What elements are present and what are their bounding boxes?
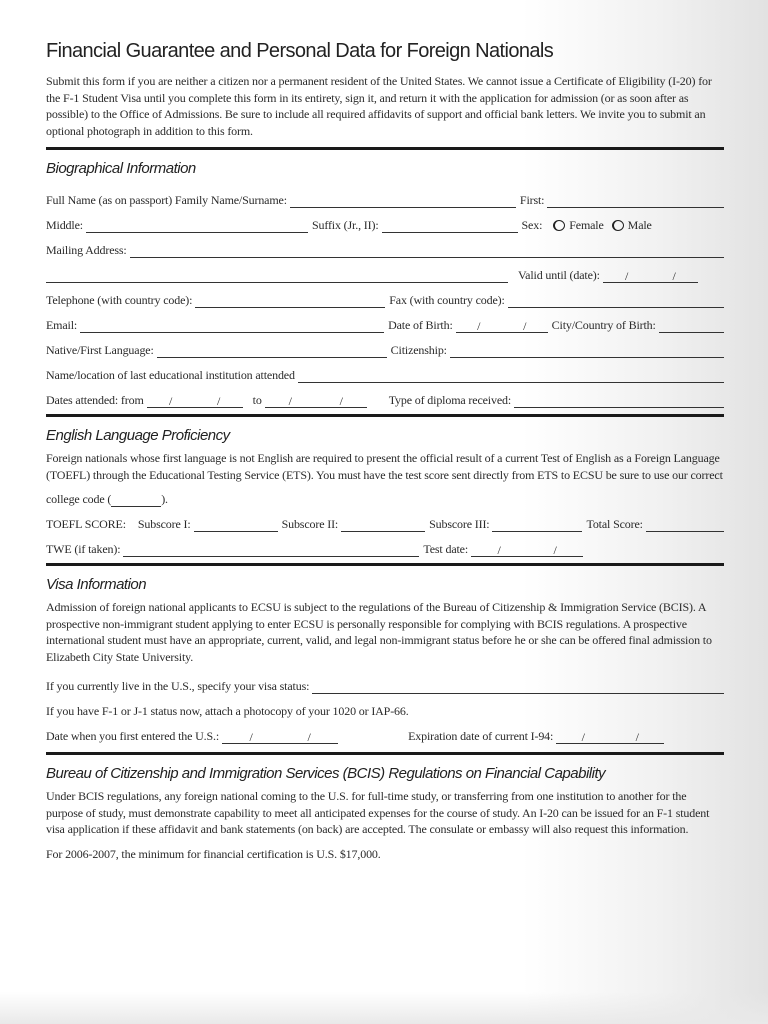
institution-label: Name/location of last educational institution attended <box>46 368 295 382</box>
date-separator: / <box>217 394 221 408</box>
middle-name-label: Middle: <box>46 218 83 232</box>
minimum-certification: For 2006-2007, the minimum for financial certification is U.S. $17,000. <box>46 846 381 861</box>
subscore2-label: Subscore II: <box>281 517 339 531</box>
twe-field[interactable] <box>123 542 419 557</box>
entry-date-row <box>46 719 724 744</box>
dates-from-label: Dates attended: from <box>46 393 144 407</box>
college-code-field[interactable] <box>111 492 161 507</box>
valid-until-field[interactable] <box>603 268 698 283</box>
female-radio-circle <box>553 220 565 231</box>
i94-expiration-field[interactable] <box>556 729 664 744</box>
family-name-field[interactable] <box>290 193 516 208</box>
dates-from-field[interactable] <box>147 393 243 408</box>
bcis-paragraph: Under BCIS regulations, any foreign national coming to the U.S. for full-time study, or transferring from one institution to another for the purpose of study, must demonstrate capability to meet all anticipated expenses for the course of study. An I-20 can be issued for an F-1 student visa application if these affidavit and bank statements (on back) are accepted. The consulate or embassy will also request this information. <box>46 789 710 836</box>
entry-date-field[interactable] <box>222 729 338 744</box>
email-label: Email: <box>46 318 78 332</box>
dob-field[interactable] <box>456 318 548 333</box>
fax-label: Fax (with country code): <box>389 293 505 307</box>
dates-attended-row <box>46 383 724 408</box>
mailing-address-label: Mailing Address: <box>46 243 127 257</box>
test-date-field[interactable] <box>471 542 583 557</box>
college-code-row <box>46 487 724 507</box>
date-separator: / <box>581 730 585 744</box>
dates-to-label: to <box>252 393 262 407</box>
visa-paragraph: Admission of foreign national applicants to ECSU is subject to the regulations of the Bureau of Citizenship & Immigration Service (BCIS). A prospective non-immigrant student applying to enter ECSU is personally responsible for complying with BCIS regulations. A prospective international student must have an appropriate, current, valid, and legal non-immigrant status before he or she can be offered final admission to Elizabeth City State University. <box>46 600 712 664</box>
date-separator: / <box>249 730 253 744</box>
institution-field[interactable] <box>298 368 724 383</box>
first-name-field[interactable] <box>547 193 724 208</box>
f1-row <box>46 694 724 719</box>
dob-label: Date of Birth: <box>388 318 453 332</box>
diploma-label: Type of diploma received: <box>388 393 512 407</box>
subscore1-field[interactable] <box>194 517 278 532</box>
english-heading: English Language Proficiency <box>46 427 230 444</box>
diploma-field[interactable] <box>514 393 724 408</box>
form-content <box>46 40 724 868</box>
native-language-field[interactable] <box>157 343 387 358</box>
dates-to-field[interactable] <box>265 393 367 408</box>
page-shadow <box>0 992 768 1024</box>
mailing-address-field-2[interactable] <box>46 268 508 283</box>
total-score-field[interactable] <box>646 517 724 532</box>
visa-status-field[interactable] <box>312 679 724 694</box>
phone-row <box>46 283 724 308</box>
date-separator: / <box>523 319 527 333</box>
date-separator: / <box>497 543 501 557</box>
date-separator: / <box>672 269 676 283</box>
date-separator: / <box>477 319 481 333</box>
language-row <box>46 333 724 358</box>
english-section <box>46 427 724 557</box>
visa-heading: Visa Information <box>46 576 147 593</box>
toefl-label: TOEFL SCORE: <box>46 517 126 531</box>
female-radio[interactable] <box>553 218 603 233</box>
birthplace-field[interactable] <box>659 318 724 333</box>
male-radio[interactable] <box>612 218 652 233</box>
native-language-label: Native/First Language: <box>46 343 154 357</box>
first-name-label: First: <box>519 193 545 207</box>
section-divider <box>46 147 724 150</box>
birthplace-label: City/Country of Birth: <box>551 318 656 332</box>
bcis-section <box>46 765 724 862</box>
male-radio-circle <box>612 220 624 231</box>
college-code-label: college code ( <box>46 492 112 506</box>
entry-date-label: Date when you first entered the U.S.: <box>46 729 220 743</box>
mailing-address-field[interactable] <box>130 243 724 258</box>
intro-paragraph: Submit this form if you are neither a citizen nor a permanent resident of the United States. We cannot issue a Certificate of Eligibility (I-20) for the F-1 Student Visa until you complete this form in its entirety, sign it, and return it with the application for admission (or as soon after as possible) to the Office of Admissions. Be sure to include all required affidavits of support and official bank letters. We invite you to submit an optional photograph in addition to this form. <box>46 74 712 138</box>
email-row <box>46 308 724 333</box>
toefl-row <box>46 507 724 532</box>
english-paragraph: Foreign nationals whose first language is not English are required to present the official result of a current Test of English as a Foreign Language (TOEFL) through the Educational Testing Service (ETS). You must have the test score sent directly from ETS to ECSU be sure to use our correct <box>46 451 723 482</box>
citizenship-field[interactable] <box>450 343 724 358</box>
telephone-label: Telephone (with country code): <box>46 293 193 307</box>
total-score-label: Total Score: <box>586 517 643 531</box>
subscore2-field[interactable] <box>341 517 425 532</box>
subscore3-label: Subscore III: <box>429 517 490 531</box>
section-divider <box>46 752 724 755</box>
email-field[interactable] <box>80 318 384 333</box>
twe-row <box>46 532 724 557</box>
i94-expiration-label: Expiration date of current I-94: <box>408 729 554 743</box>
male-label: Male <box>627 218 652 232</box>
suffix-field[interactable] <box>382 218 518 233</box>
female-label: Female <box>569 218 604 232</box>
citizenship-label: Citizenship: <box>390 343 447 357</box>
date-separator: / <box>635 730 639 744</box>
form-title: Financial Guarantee and Personal Data for Foreign Nationals <box>46 40 554 62</box>
valid-until-label: Valid until (date): <box>518 268 600 282</box>
middle-row <box>46 208 724 233</box>
institution-row <box>46 358 724 383</box>
date-separator: / <box>288 394 292 408</box>
date-separator: / <box>339 394 343 408</box>
bcis-heading: Bureau of Citizenship and Immigration Services (BCIS) Regulations on Financial Capability <box>46 765 606 782</box>
suffix-label: Suffix (Jr., II): <box>311 218 379 232</box>
family-name-label: Full Name (as on passport) Family Name/Surname: <box>46 193 287 207</box>
subscore1-label: Subscore I: <box>137 517 191 531</box>
biographical-heading: Biographical Information <box>46 160 196 177</box>
subscore3-field[interactable] <box>492 517 582 532</box>
section-divider <box>46 414 724 417</box>
name-row <box>46 183 724 208</box>
visa-status-label: If you currently live in the U.S., specify your visa status: <box>46 679 310 693</box>
biographical-section <box>46 160 724 408</box>
twe-label: TWE (if taken): <box>46 542 121 556</box>
date-separator: / <box>624 269 629 283</box>
section-divider <box>46 563 724 566</box>
visa-status-row <box>46 669 724 694</box>
f1-instruction: If you have F-1 or J-1 status now, attach a photocopy of your 1020 or IAP-66. <box>46 704 409 718</box>
mailing-row-2 <box>46 258 724 283</box>
visa-section <box>46 576 724 744</box>
fax-field[interactable] <box>508 293 724 308</box>
mailing-row <box>46 233 724 258</box>
date-separator: / <box>553 543 557 557</box>
college-code-close: ). <box>161 492 168 506</box>
test-date-label: Test date: <box>423 542 469 556</box>
date-separator: / <box>307 730 311 744</box>
date-separator: / <box>169 394 173 408</box>
middle-name-field[interactable] <box>86 218 308 233</box>
telephone-field[interactable] <box>195 293 385 308</box>
sex-label: Sex: <box>521 218 543 232</box>
